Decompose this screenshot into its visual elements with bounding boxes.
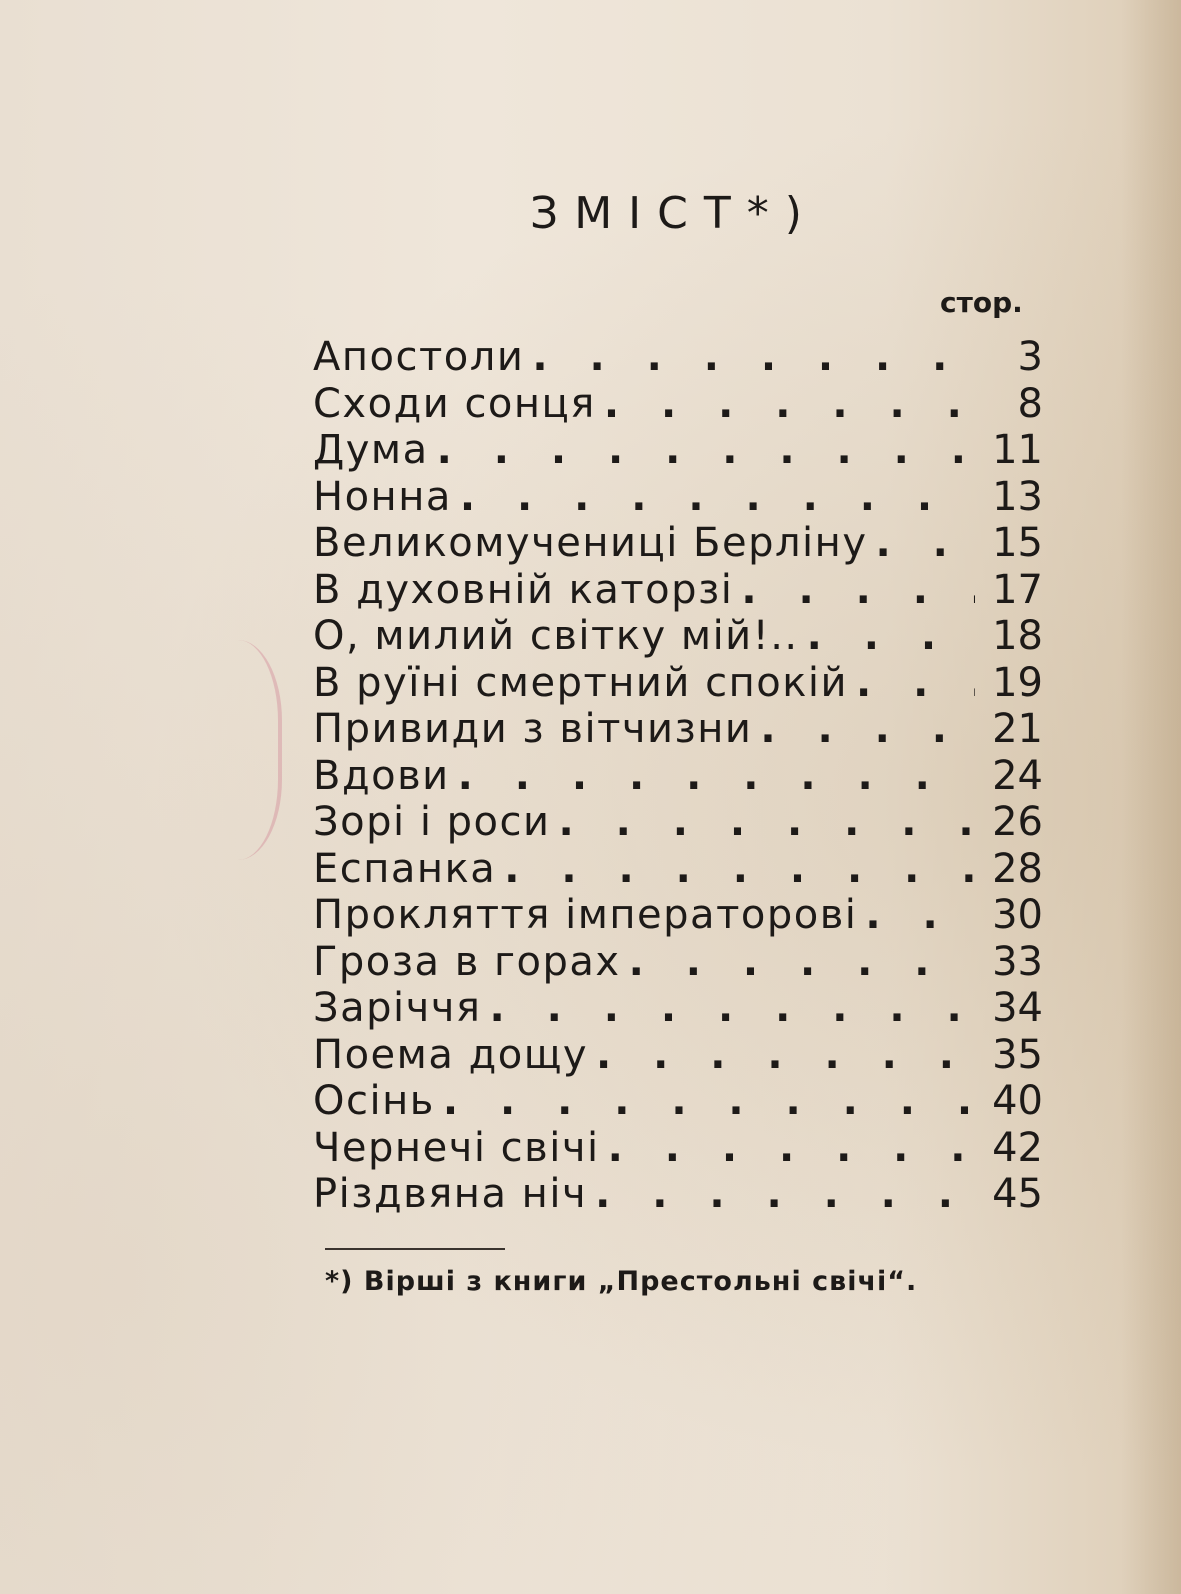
toc-entry xyxy=(313,753,1043,800)
toc-entry-title: Еспанка xyxy=(313,845,497,892)
dot-leader xyxy=(856,660,975,706)
page-column-label: стор. xyxy=(940,286,1023,319)
toc-entry xyxy=(313,1032,1043,1079)
toc-entry-title: Великомучениці Берліну xyxy=(313,520,868,566)
toc-entry-page: 35 xyxy=(992,1031,1043,1078)
dot-leader xyxy=(443,1078,975,1124)
toc-entry-page: 17 xyxy=(992,566,1043,613)
toc-entry-page: 24 xyxy=(992,752,1043,799)
dot-leader xyxy=(865,892,975,938)
dot-leader xyxy=(458,753,975,799)
toc-entry-page: 45 xyxy=(992,1171,1043,1217)
footnote: *) Вірші з книги „Престольні свічі“. xyxy=(325,1266,918,1297)
toc-entry-title: Поема дощу xyxy=(313,1031,589,1078)
toc-entry xyxy=(313,427,1043,474)
toc-entry-title: Апостоли xyxy=(313,334,525,380)
toc-entry-title: Дума xyxy=(313,427,429,473)
toc-entry-page: 8 xyxy=(1017,380,1043,427)
toc-entry xyxy=(313,520,1043,567)
toc-entry-page: 40 xyxy=(992,1078,1043,1124)
toc-entry-title: Прокляття імператорові xyxy=(313,892,858,938)
toc-entry xyxy=(313,474,1043,521)
toc-entry-title: Чернечі свічі xyxy=(313,1124,600,1171)
toc-entry-page: 33 xyxy=(992,938,1043,985)
toc-entry-page: 13 xyxy=(992,473,1043,520)
toc-entry-title: О, милий світку мій!.. xyxy=(313,613,799,659)
dot-leader xyxy=(504,846,975,892)
toc-entry xyxy=(313,381,1043,428)
dot-leader xyxy=(596,1032,975,1078)
footnote-divider xyxy=(325,1248,505,1250)
toc-entry-title: Вдови xyxy=(313,752,450,799)
toc-entry xyxy=(313,892,1043,939)
toc-entry xyxy=(313,846,1043,893)
page-edge-shadow xyxy=(1121,0,1181,1594)
toc-entry-page: 11 xyxy=(992,427,1043,473)
toc-entry-title: Заріччя xyxy=(313,985,482,1031)
toc-entry-page: 18 xyxy=(992,613,1043,659)
toc-entry xyxy=(313,334,1043,381)
toc-entry-page: 15 xyxy=(992,520,1043,566)
dot-leader xyxy=(460,474,975,520)
toc-entry-page: 30 xyxy=(992,892,1043,938)
toc-entry xyxy=(313,613,1043,660)
dot-leader xyxy=(760,706,975,752)
dot-leader xyxy=(490,985,976,1031)
toc-entry xyxy=(313,1078,1043,1125)
dot-leader xyxy=(741,567,975,613)
toc-entry xyxy=(313,1171,1043,1218)
toc-entry xyxy=(313,567,1043,614)
table-of-contents xyxy=(313,334,1043,1218)
toc-entry-page: 19 xyxy=(992,659,1043,706)
toc-entry-title: В духовній каторзі xyxy=(313,566,734,613)
toc-entry-title: Різдвяна ніч xyxy=(313,1171,588,1217)
toc-entry-title: В руїні смертний спокій xyxy=(313,659,849,706)
dot-leader xyxy=(608,1125,975,1171)
toc-entry-title: Сходи сонця xyxy=(313,380,596,427)
toc-entry-page: 28 xyxy=(992,845,1043,892)
dot-leader xyxy=(559,799,975,845)
toc-entry-title: Гроза в горах xyxy=(313,938,621,985)
toc-entry xyxy=(313,985,1043,1032)
pencil-mark xyxy=(238,640,282,860)
toc-entry-page: 26 xyxy=(992,799,1043,845)
toc-entry-page: 42 xyxy=(992,1124,1043,1171)
toc-entry-title: Зорі і роси xyxy=(313,799,551,845)
dot-leader xyxy=(604,381,975,427)
toc-entry-title: Нонна xyxy=(313,473,452,520)
page-title: ЗМІСТ*) xyxy=(530,188,818,239)
toc-entry-page: 3 xyxy=(1017,334,1043,380)
toc-entry-page: 34 xyxy=(992,985,1043,1031)
toc-entry xyxy=(313,1125,1043,1172)
toc-entry xyxy=(313,939,1043,986)
toc-entry xyxy=(313,660,1043,707)
toc-entry-title: Привиди з вітчизни xyxy=(313,706,753,752)
toc-entry xyxy=(313,706,1043,753)
dot-leader xyxy=(437,427,975,473)
dot-leader xyxy=(807,613,975,659)
dot-leader xyxy=(875,520,975,566)
toc-entry-page: 21 xyxy=(992,706,1043,752)
toc-entry-title: Осінь xyxy=(313,1078,435,1124)
dot-leader xyxy=(629,939,975,985)
dot-leader xyxy=(595,1171,975,1217)
toc-entry xyxy=(313,799,1043,846)
dot-leader xyxy=(532,334,975,380)
